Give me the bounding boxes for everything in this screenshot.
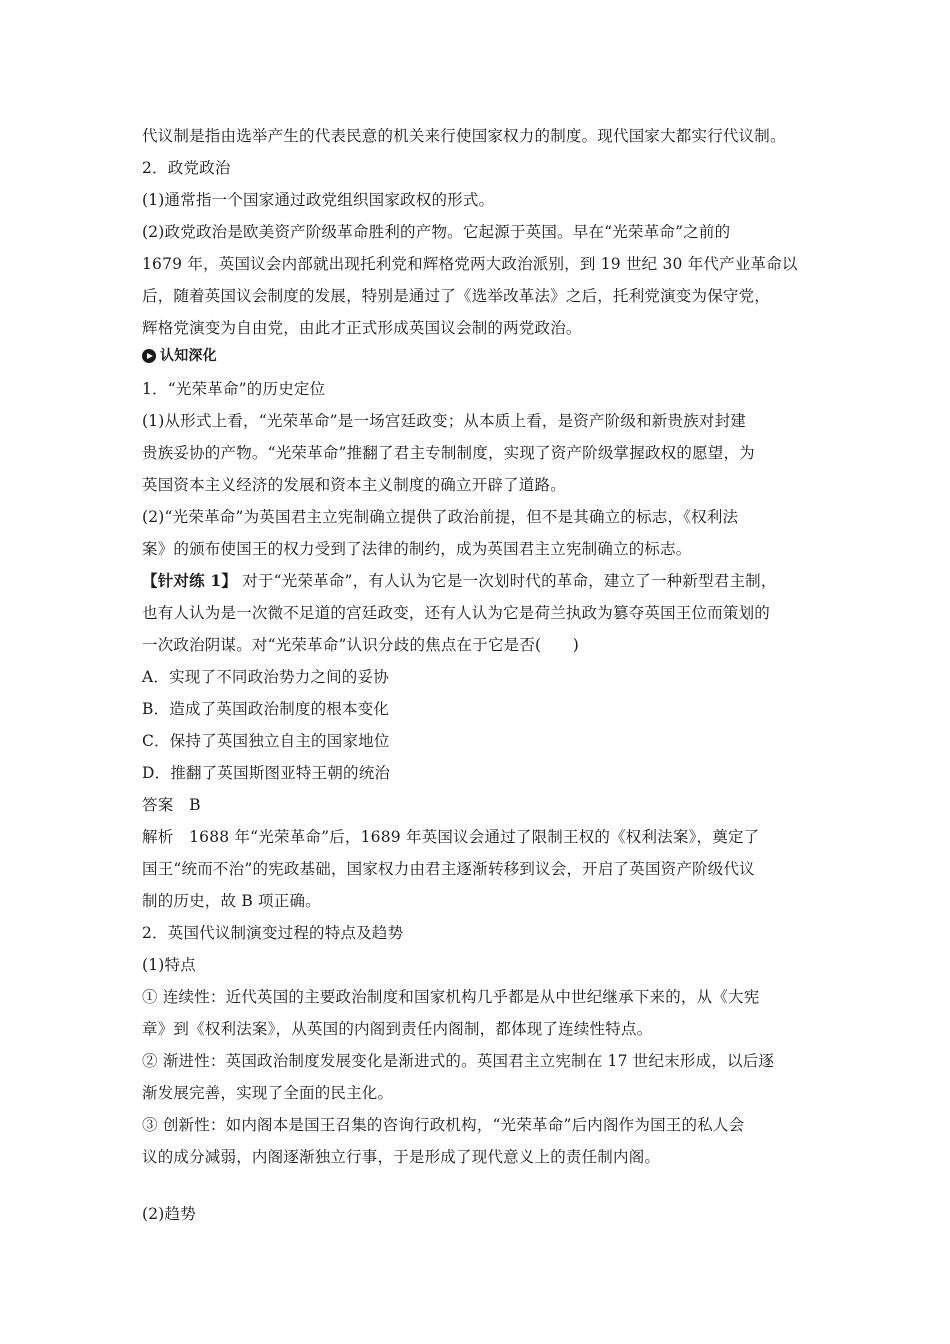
analysis-line: 制的历史，故 B 项正确。 bbox=[142, 892, 321, 910]
text-line: 2．英国代议制演变过程的特点及趋势 bbox=[142, 924, 404, 942]
text-line: 一次政治阴谋。对“光荣革命”认识分歧的焦点在于它是否( ) bbox=[142, 636, 579, 654]
exercise-text: 对于“光荣革命”，有人认为它是一次划时代的革命，建立了一种新型君主制， bbox=[242, 572, 777, 590]
option-a: A．实现了不同政治势力之间的妥协 bbox=[142, 668, 389, 686]
exercise-question bbox=[142, 571, 822, 591]
text-line: ② 渐进性：英国政治制度发展变化是渐进式的。英国君主立宪制在 17 世纪末形成，以后逐 bbox=[142, 1052, 775, 1070]
text-line: (2)政党政治是欧美资产阶级革命胜利的产物。它起源于英国。早在“光荣革命”之前的 bbox=[142, 223, 731, 241]
section-heading-text: 认知深化 bbox=[160, 348, 217, 364]
text-line: (2)“光荣革命”为英国君主立宪制确立提供了政治前提，但不是其确立的标志，《权利法 bbox=[142, 508, 739, 526]
option-d: D．推翻了英国斯图亚特王朝的统治 bbox=[142, 764, 391, 782]
analysis-line: 解析 1688 年“光荣革命”后，1689 年英国议会通过了限制王权的《权利法案》，奠定了 bbox=[142, 828, 760, 846]
text-line: 议的成分减弱，内阁逐渐独立行事，于是形成了现代意义上的责任制内阁。 bbox=[142, 1148, 661, 1166]
text-line: 2．政党政治 bbox=[142, 159, 231, 177]
text-line: 辉格党演变为自由党，由此才正式形成英国议会制的两党政治。 bbox=[142, 319, 582, 337]
text-line: 渐发展完善，实现了全面的民主化。 bbox=[142, 1084, 394, 1102]
text-line: ③ 创新性：如内阁本是国王召集的咨询行政机构，“光荣革命”后内阁作为国王的私人会 bbox=[142, 1116, 745, 1134]
text-line: (2)趋势 bbox=[142, 1205, 196, 1223]
answer-line: 答案 B bbox=[142, 796, 201, 814]
text-line: 英国资本主义经济的发展和资本主义制度的确立开辟了道路。 bbox=[142, 476, 566, 494]
text-line: 代议制是指由选举产生的代表民意的机关来行使国家权力的制度。现代国家大都实行代议制。 bbox=[142, 127, 786, 145]
text-line: 章》到《权利法案》，从英国的内阁到责任内阁制，都体现了连续性特点。 bbox=[142, 1020, 653, 1038]
play-circle-icon bbox=[142, 349, 156, 363]
analysis-line: 国王“统而不治”的宪政基础，国家权力由君主逐渐转移到议会，开启了英国资产阶级代议 bbox=[142, 860, 755, 878]
exercise-label: 【针对练 1】 bbox=[142, 571, 238, 590]
text-line: (1)从形式上看，“光荣革命”是一场宫廷政变；从本质上看，是资产阶级和新贵族对封建 bbox=[142, 412, 747, 430]
text-line: (1)特点 bbox=[142, 956, 196, 974]
text-line: 后，随着英国议会制度的发展，特别是通过了《选举改革法》之后，托利党演变为保守党， bbox=[142, 287, 771, 305]
text-line: ① 连续性：近代英国的主要政治制度和国家机构几乎都是从中世纪继承下来的，从《大宪 bbox=[142, 988, 760, 1006]
text-line: 贵族妥协的产物。“光荣革命”推翻了君主专制制度，实现了资产阶级掌握政权的愿望，为 bbox=[142, 444, 755, 462]
text-line: 1679 年，英国议会内部就出现托利党和辉格党两大政治派别，到 19 世纪 30 年代产业革命以 bbox=[142, 255, 798, 273]
text-line: 也有人认为是一次微不足道的宫廷政变，还有人认为它是荷兰执政为篡夺英国王位而策划的 bbox=[142, 604, 771, 622]
option-c: C．保持了英国独立自主的国家地位 bbox=[142, 732, 390, 750]
option-b: B．造成了英国政治制度的根本变化 bbox=[142, 700, 390, 718]
text-line: 案》的颁布使国王的权力受到了法律的制约，成为英国君主立宪制确立的标志。 bbox=[142, 540, 692, 558]
text-line: 1．“光荣革命”的历史定位 bbox=[142, 380, 326, 398]
section-heading bbox=[142, 346, 822, 366]
text-line: (1)通常指一个国家通过政党组织国家政权的形式。 bbox=[142, 191, 495, 209]
